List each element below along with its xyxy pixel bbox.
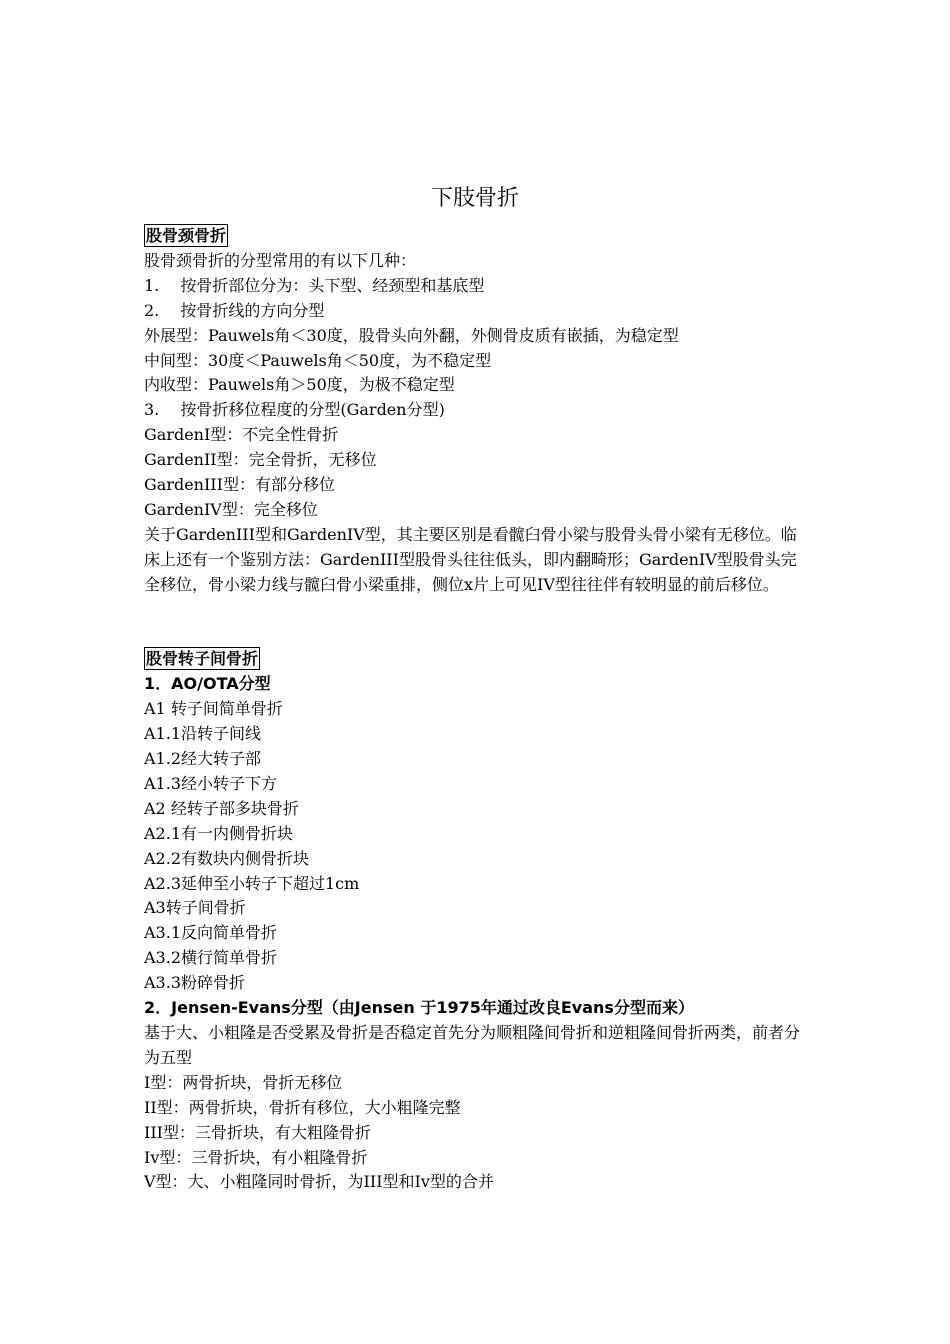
text-line: GardenII型：完全骨折，无移位 bbox=[144, 450, 377, 470]
subheading-ao-ota: 1．AO/OTA分型 bbox=[144, 674, 271, 694]
list-item: A1.1沿转子间线 bbox=[144, 724, 262, 744]
text-line: GardenI型：不完全性骨折 bbox=[144, 425, 339, 445]
text-line: 内收型：Pauwels角＞50度，为极不稳定型 bbox=[144, 375, 455, 395]
section-spacer bbox=[144, 598, 812, 648]
section-heading-femoral-neck bbox=[144, 224, 812, 249]
type-item: II型：两骨折块，骨折有移位，大小粗隆完整 bbox=[144, 1097, 461, 1117]
garden-paragraph: 关于GardenIII型和GardenIV型，其主要区别是看髋臼骨小梁与股骨头骨小梁有无移位。临床上还有一个鉴别方法：GardenIII型股骨头往往低头，即内翻畸形；GardenIV型股骨头完全移位，骨小梁力线与髋臼骨小梁重排，侧位x片上可见IV型往往伴有较明显的前后移位。 bbox=[144, 524, 797, 594]
section-heading-intertrochanteric bbox=[144, 647, 812, 672]
list-item: A1 转子间简单骨折 bbox=[144, 699, 283, 719]
text-line: GardenIV型：完全移位 bbox=[144, 499, 318, 519]
text-line: 中间型：30度＜Pauwels角＜50度，为不稳定型 bbox=[144, 350, 492, 370]
list-item: A2.2有数块内侧骨折块 bbox=[144, 848, 310, 868]
list-item: A3.2横行简单骨折 bbox=[144, 948, 278, 968]
text-line: 股骨颈骨折的分型常用的有以下几种： bbox=[144, 250, 417, 270]
section-heading-label: 股骨颈骨折 bbox=[146, 226, 227, 245]
text-line: GardenIII型：有部分移位 bbox=[144, 475, 335, 495]
type-item: I型：两骨折块，骨折无移位 bbox=[144, 1072, 343, 1092]
list-item: A3转子间骨折 bbox=[144, 898, 246, 918]
list-item: A1.2经大转子部 bbox=[144, 749, 262, 769]
text-line: 外展型：Pauwels角＜30度，股骨头向外翻，外侧骨皮质有嵌插，为稳定型 bbox=[144, 325, 679, 345]
jensen-paragraph: 基于大、小粗隆是否受累及骨折是否稳定首先分为顺粗隆间骨折和逆粗隆间骨折两类，前者分为五型 bbox=[144, 1022, 801, 1067]
list-item: A2.1有一内侧骨折块 bbox=[144, 823, 294, 843]
list-item: A3.3粉碎骨折 bbox=[144, 973, 246, 993]
section-heading-label: 股骨转子间骨折 bbox=[146, 649, 259, 669]
list-item: A2.3延伸至小转子下超过1cm bbox=[144, 873, 360, 893]
type-item: Iv型：三骨折块，有小粗隆骨折 bbox=[144, 1147, 368, 1167]
list-item: A3.1反向简单骨折 bbox=[144, 923, 278, 943]
list-item: A2 经转子部多块骨折 bbox=[144, 798, 299, 818]
page-title: 下肢骨折 bbox=[430, 186, 519, 211]
text-line: 2. 按骨折线的方向分型 bbox=[144, 300, 325, 320]
subheading-jensen-evans: 2．Jensen-Evans分型（由Jensen 于1975年通过改良Evans分型而来） bbox=[144, 998, 694, 1018]
type-item: V型：大、小粗隆同时骨折，为III型和Iv型的合并 bbox=[144, 1172, 494, 1192]
text-line: 1. 按骨折部位分为：头下型、经颈型和基底型 bbox=[144, 275, 485, 295]
list-item: A1.3经小转子下方 bbox=[144, 773, 278, 793]
type-item: III型：三骨折块，有大粗隆骨折 bbox=[144, 1122, 371, 1142]
text-line: 3. 按骨折移位程度的分型(Garden分型) bbox=[144, 400, 445, 420]
document-body bbox=[144, 224, 812, 1195]
